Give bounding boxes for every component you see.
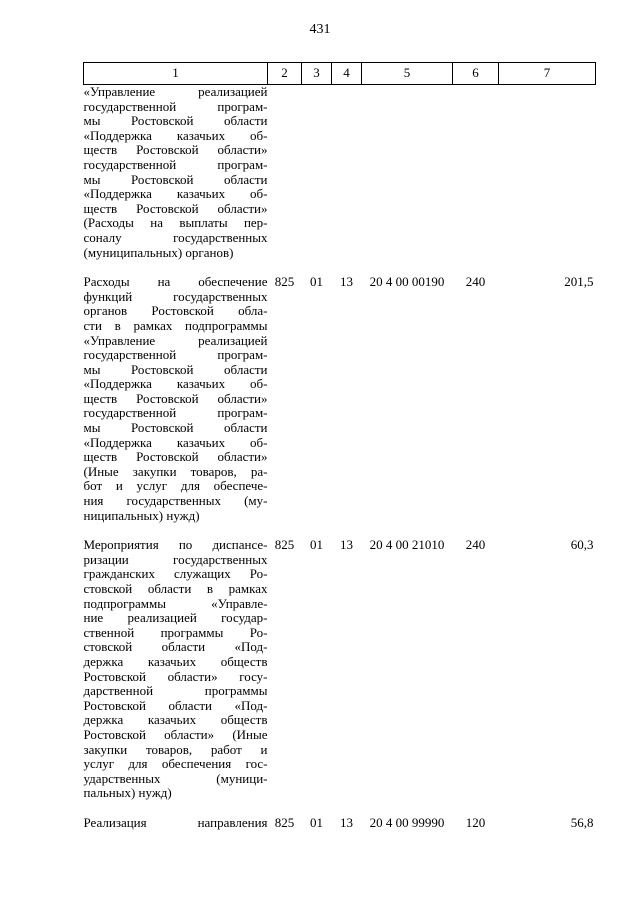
row-target-article: 20 4 00 21010 — [369, 537, 445, 553]
row-section: 01 — [310, 814, 323, 830]
description-line: мы Ростовской области — [83, 171, 268, 187]
description-line: мы Ростовской области — [83, 420, 268, 436]
description-line: функций государственных — [83, 288, 268, 304]
description-line: Реализация направления — [83, 814, 268, 830]
description-line: государственной програм- — [83, 405, 268, 421]
description-line: ударственных (муници- — [83, 770, 268, 786]
description-line: подпрограммы «Управле- — [83, 595, 268, 611]
row-subsection — [332, 85, 362, 276]
description-line: ризации государственных — [83, 551, 268, 567]
row-subsection: 13 — [340, 814, 353, 830]
row-description — [84, 816, 268, 831]
row-target-article: 20 4 00 00190 — [369, 274, 445, 290]
row-section — [302, 85, 332, 276]
description-line: ния государственных (му- — [83, 493, 268, 509]
budget-table — [83, 62, 596, 831]
description-line: пальных) нужд) — [83, 785, 172, 801]
row-section: 01 — [310, 537, 323, 553]
header-col-5: 5 — [362, 63, 453, 85]
description-line: «Управление реализацией — [83, 84, 268, 99]
description-line: (муниципальных) органов) — [83, 244, 234, 260]
row-amount: 60,3 — [570, 537, 594, 553]
row-expense-type: 120 — [465, 814, 486, 830]
description-line: мы Ростовской области — [83, 361, 268, 377]
description-line: ществ Ростовской области» — [83, 142, 268, 158]
description-line: держка казачьих обществ — [83, 712, 268, 728]
description-line: дарственной программы — [83, 683, 268, 699]
row-expense-type: 240 — [465, 274, 486, 290]
row-subsection: 13 — [340, 274, 353, 290]
header-col-1: 1 — [84, 63, 268, 85]
description-line: «Поддержка казачьих об- — [83, 376, 268, 392]
row-amount: 201,5 — [564, 274, 594, 290]
description-line: ние реализацией государ- — [83, 610, 268, 626]
description-line: «Управление реализацией — [83, 332, 268, 348]
description-line: Ростовской области «Под- — [83, 697, 268, 713]
description-line: закупки товаров, работ и — [83, 741, 268, 757]
header-col-7: 7 — [499, 63, 596, 85]
row-admin-code: 825 — [274, 537, 295, 553]
description-line: соналу государственных — [83, 229, 268, 245]
row-expense-type: 240 — [465, 537, 486, 553]
page-number: 431 — [309, 22, 331, 37]
description-line: ниципальных) нужд) — [83, 507, 200, 523]
description-line: ществ Ростовской области» — [83, 200, 268, 216]
row-description — [84, 275, 268, 538]
description-line: «Поддержка казачьих об- — [83, 434, 268, 450]
description-line: Ростовской области» (Иные — [83, 726, 268, 742]
description-line: мы Ростовской области — [83, 113, 268, 129]
row-amount — [499, 85, 596, 276]
description-line: услуг для обеспечения гос- — [83, 756, 268, 772]
description-line: «Поддержка казачьих об- — [83, 127, 268, 143]
header-col-4: 4 — [332, 63, 362, 85]
description-line: сти в рамках подпрограммы — [83, 317, 268, 333]
row-target-article — [362, 85, 453, 276]
description-line: ществ Ростовской области» — [83, 390, 268, 406]
header-col-3: 3 — [302, 63, 332, 85]
row-description — [84, 538, 268, 816]
description-line: стовской области в рамках — [83, 581, 268, 596]
description-line: держка казачьих обществ — [83, 653, 268, 669]
header-col-6: 6 — [453, 63, 499, 85]
description-line: Ростовской области» госу- — [83, 668, 268, 684]
header-col-2: 2 — [268, 63, 302, 85]
header-row — [84, 63, 596, 85]
table-row — [84, 275, 596, 538]
table-row — [84, 85, 596, 276]
description-line: ществ Ростовской области» — [83, 449, 268, 465]
description-line: государственной програм- — [83, 347, 268, 363]
description-line: Мероприятия по диспансе- — [83, 537, 268, 553]
row-amount: 56,8 — [570, 814, 594, 830]
row-subsection: 13 — [340, 537, 353, 553]
description-line: органов Ростовской обла- — [83, 303, 268, 319]
row-admin-code — [268, 85, 302, 276]
description-line: государственной програм- — [83, 98, 268, 114]
row-description — [84, 85, 268, 276]
row-expense-type — [453, 85, 499, 276]
description-line: «Поддержка казачьих об- — [83, 186, 268, 202]
row-target-article: 20 4 00 99990 — [369, 814, 445, 830]
row-section: 01 — [310, 274, 323, 290]
description-line: гражданских служащих Ро- — [83, 566, 268, 582]
description-line: бот и услуг для обеспече- — [83, 478, 268, 494]
description-line: Расходы на обеспечение — [83, 274, 268, 290]
table-row — [84, 816, 596, 831]
description-line: (Иные закупки товаров, ра- — [83, 463, 268, 479]
row-admin-code: 825 — [274, 274, 295, 290]
table-row — [84, 538, 596, 816]
description-line: ственной программы Ро- — [83, 624, 268, 640]
description-line: государственной програм- — [83, 156, 268, 172]
row-admin-code: 825 — [274, 814, 295, 830]
description-line: (Расходы на выплаты пер- — [83, 215, 268, 231]
description-line: стовской области «Под- — [83, 639, 268, 655]
